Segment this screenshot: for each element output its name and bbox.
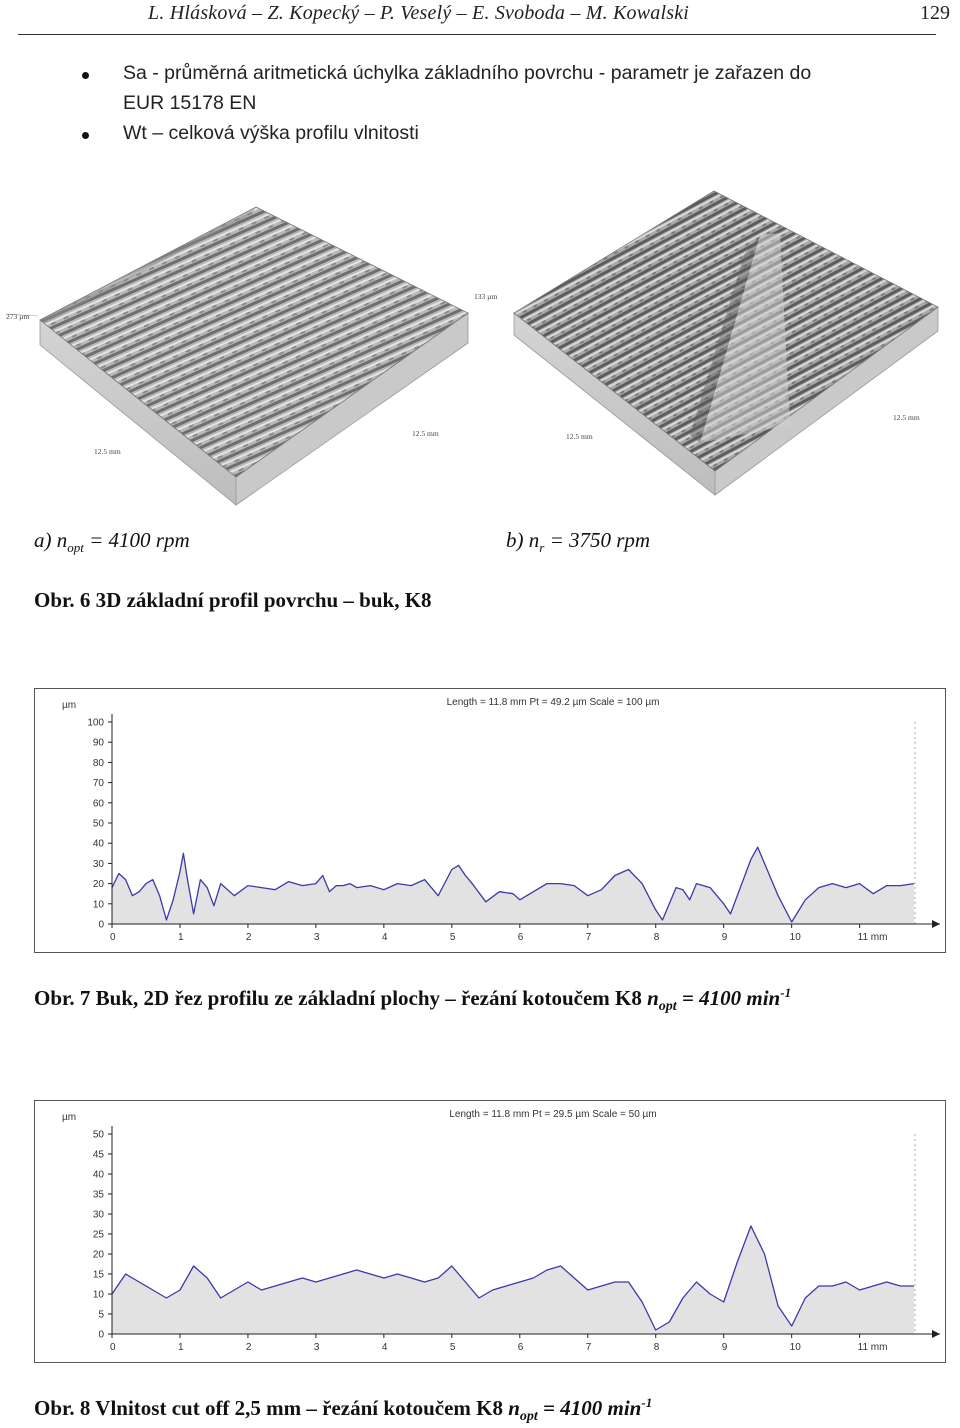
x-tick-label: 9 — [721, 1342, 728, 1353]
panel-b-x-label: 12.5 mm — [566, 432, 593, 441]
x-tick-label: 1 — [177, 1342, 184, 1353]
y-tick-label: 35 — [92, 1189, 104, 1201]
figure-6-caption: Obr. 6 3D základní profil povrchu – buk, K8 — [34, 588, 432, 612]
x-tick-label: 5 — [449, 932, 456, 943]
chart-title: Length = 11.8 mm Pt = 49.2 µm Scale = 100 µm — [446, 697, 660, 708]
x-tick-label: 5 — [449, 1342, 456, 1353]
x-tick-label: 10 — [789, 932, 801, 943]
x-tick-label: 7 — [585, 932, 592, 943]
x-tick-label: 3 — [313, 932, 320, 943]
panel-a-y-label: 12.5 mm — [412, 429, 439, 438]
y-tick-label: 60 — [92, 798, 104, 810]
x-tick-label: 7 — [585, 1342, 592, 1353]
y-axis-unit: µm — [62, 700, 77, 711]
y-tick-label: 40 — [92, 1169, 104, 1181]
y-axis-unit: µm — [62, 1112, 77, 1123]
bullet-dot — [82, 132, 89, 139]
y-tick-label: 0 — [98, 919, 104, 931]
x-tick-label: 4 — [381, 932, 388, 943]
y-tick-label: 10 — [92, 1289, 104, 1301]
figure-7-caption: Obr. 7 Buk, 2D řez profilu ze základní plochy – řezání kotoučem K8 $n_{opt} = 4100$ $\min^{-1}$ — [34, 985, 792, 1015]
panel-a-height-label: 273 µm — [6, 312, 30, 321]
x-tick-label: 6 — [517, 1342, 524, 1353]
x-tick-label: 8 — [653, 932, 660, 943]
y-tick-label: 50 — [92, 1129, 104, 1141]
y-tick-label: 15 — [92, 1269, 104, 1281]
x-tick-label: 8 — [653, 1342, 660, 1353]
x-tick-label: 2 — [245, 932, 252, 943]
y-tick-label: 100 — [87, 717, 104, 729]
panel-b-height-label: 133 µm — [474, 292, 498, 301]
subcaption-a: a) $n_{opt} = 4100$ rpm — [34, 528, 190, 556]
x-tick-label: 4 — [381, 1342, 388, 1353]
bullet-item-sa-line1: Sa - průměrná aritmetická úchylka základního povrchu - parametr je zařazen do — [123, 62, 812, 84]
x-tick-label: 3 — [313, 1342, 320, 1353]
y-tick-label: 25 — [92, 1229, 104, 1241]
x-tick-label: 1 — [177, 932, 184, 943]
y-tick-label: 20 — [92, 1249, 104, 1261]
surface-panel-b — [474, 191, 938, 495]
y-tick-label: 30 — [92, 858, 104, 870]
x-tick-label: 11 mm — [857, 1342, 888, 1353]
x-tick-label: 10 — [789, 1342, 801, 1353]
y-tick-label: 45 — [92, 1149, 104, 1161]
y-tick-label: 50 — [92, 818, 104, 830]
bullet-item-sa-line2: EUR 15178 EN — [123, 92, 257, 114]
surface-panel-a — [6, 207, 468, 505]
y-tick-label: 10 — [92, 899, 104, 911]
x-tick-label: 0 — [110, 932, 116, 943]
x-tick-label: 6 — [517, 932, 524, 943]
panel-a-x-label: 12.5 mm — [94, 447, 121, 456]
y-tick-label: 80 — [92, 757, 104, 769]
running-header: L. Hlásková – Z. Kopecký – P. Veselý – E. Svoboda – M. Kowalski — [148, 2, 690, 24]
header-rule — [18, 34, 936, 35]
chart-title: Length = 11.8 mm Pt = 29.5 µm Scale = 50 µm — [449, 1109, 657, 1120]
x-tick-label: 9 — [721, 932, 728, 943]
panel-b-y-label: 12.5 mm — [893, 413, 920, 422]
x-tick-label: 2 — [245, 1342, 252, 1353]
page-number: 129 — [920, 2, 950, 24]
waviness-chart — [34, 1100, 946, 1363]
chart-svg — [34, 1100, 946, 1363]
x-tick-label: 0 — [110, 1342, 116, 1353]
x-tick-label: 11 mm — [857, 932, 888, 943]
profile-chart-2d — [34, 688, 946, 953]
bullet-item-wt: Wt – celková výška profilu vlnitosti — [123, 122, 419, 144]
y-tick-label: 0 — [98, 1329, 104, 1341]
subcaption-b: b) $n_r = 3750$ rpm — [506, 528, 651, 556]
chart-svg — [34, 688, 946, 953]
bullet-dot — [82, 72, 89, 79]
y-tick-label: 5 — [98, 1309, 104, 1321]
y-tick-label: 30 — [92, 1209, 104, 1221]
y-tick-label: 70 — [92, 778, 104, 790]
surface-3d-image — [0, 185, 960, 525]
y-tick-label: 40 — [92, 838, 104, 850]
y-tick-label: 20 — [92, 879, 104, 891]
figure-8-caption: Obr. 8 Vlnitost cut off 2,5 mm – řezání kotoučem K8 $n_{opt} = 4100$ $\min^{-1}$ — [34, 1395, 653, 1425]
y-tick-label: 90 — [92, 737, 104, 749]
figure-3d-surfaces — [0, 185, 960, 525]
